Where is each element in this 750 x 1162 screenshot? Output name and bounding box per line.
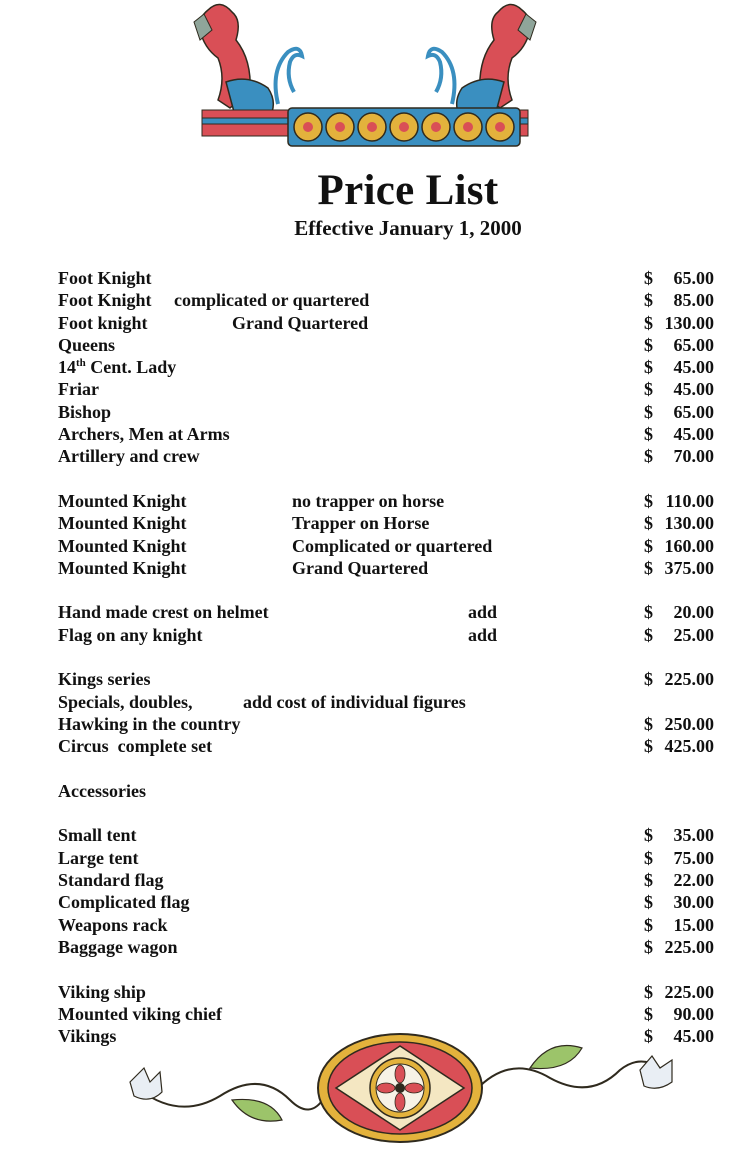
section-gap	[58, 958, 714, 980]
list-item: Mounted Knight no trapper on horse $ 110.00	[58, 490, 714, 511]
list-item: Hand made crest on helmet add $ 20.00	[58, 602, 714, 623]
item-note: add	[468, 624, 498, 645]
list-item: Vikings $ 45.00	[58, 1026, 714, 1047]
list-item: Mounted viking chief $ 90.00	[58, 1003, 714, 1024]
item-option: add cost of individual figures	[243, 691, 466, 712]
list-item: Mounted Knight Grand Quartered $ 375.00	[58, 557, 714, 578]
section-heading	[58, 780, 714, 802]
rosette-vine-icon	[120, 1030, 680, 1150]
item-name: Hawking in the country	[58, 713, 241, 734]
list-item: Mounted Knight Trapper on Horse $ 130.00	[58, 513, 714, 534]
item-option: Complicated or quartered	[292, 535, 493, 556]
list-item: Friar $ 45.00	[58, 379, 714, 400]
list-item	[58, 691, 714, 713]
section-gap	[58, 468, 714, 490]
item-name: Mounted Knight	[58, 490, 187, 511]
price-list	[58, 267, 714, 1047]
list-item: Artillery and crew $ 70.00	[58, 446, 714, 467]
list-item: Bishop $ 65.00	[58, 401, 714, 422]
left-tulip-icon	[130, 1068, 162, 1099]
item-name: Hand made crest on helmet	[58, 602, 269, 623]
item-name: Kings series	[58, 669, 151, 690]
list-item: Viking ship $ 225.00	[58, 981, 714, 1002]
item-name: Mounted Knight	[58, 535, 187, 556]
section-gap	[58, 646, 714, 668]
item-name: Weapons rack	[58, 914, 168, 935]
right-leaf-icon	[530, 1046, 582, 1069]
item-option: no trapper on horse	[292, 490, 445, 511]
item-name: Queens	[58, 334, 116, 355]
griffins-banner-icon	[190, 0, 540, 150]
section-gap	[58, 579, 714, 601]
page-title: Price List	[317, 167, 499, 214]
list-item: Kings series $ 225.00	[58, 669, 714, 690]
list-item: 14th Cent. Lady $ 45.00	[58, 357, 714, 378]
list-item: Complicated flag $ 30.00	[58, 892, 714, 913]
item-name: Vikings	[58, 1026, 117, 1047]
list-item: Foot knight Grand Quartered $ 130.00	[58, 312, 714, 333]
item-name: Viking ship	[58, 981, 146, 1002]
item-option: Grand Quartered	[232, 312, 369, 333]
item-name: Large tent	[58, 847, 139, 868]
item-name: Mounted Knight	[58, 513, 187, 534]
left-griffin-icon	[194, 4, 302, 112]
left-leaf-icon	[232, 1099, 282, 1121]
list-item: Archers, Men at Arms $ 45.00	[58, 424, 714, 445]
center-rosette-icon	[318, 1034, 482, 1142]
list-item: Standard flag $ 22.00	[58, 870, 714, 891]
item-name: Flag on any knight	[58, 624, 203, 645]
item-name: Mounted Knight	[58, 557, 187, 578]
item-name: Complicated flag	[58, 892, 190, 913]
list-item: Flag on any knight add $ 25.00	[58, 624, 714, 645]
item-name: Standard flag	[58, 870, 164, 891]
item-name: Circus complete set	[58, 736, 213, 757]
item-name: Foot Knight	[58, 290, 152, 311]
list-item: Foot Knight complicated or quartered $ 85.00	[58, 290, 714, 311]
item-name: Baggage wagon	[58, 936, 178, 957]
item-option: Trapper on Horse	[292, 513, 430, 534]
section-gap	[58, 802, 714, 824]
item-name: Friar	[58, 379, 99, 400]
section-gap	[58, 758, 714, 780]
item-name: Mounted viking chief	[58, 1003, 223, 1024]
right-griffin-icon	[428, 4, 536, 112]
list-item: Foot Knight $ 65.00	[58, 268, 714, 288]
list-item: Queens $ 65.00	[58, 334, 714, 355]
list-item: Weapons rack $ 15.00	[58, 914, 714, 935]
item-name: Artillery and crew	[58, 446, 200, 467]
list-item: Mounted Knight Complicated or quartered $ 160.00	[58, 535, 714, 556]
item-name: Archers, Men at Arms	[58, 424, 230, 445]
item-name: Bishop	[58, 401, 112, 422]
list-item: Baggage wagon $ 225.00	[58, 936, 714, 957]
list-item: Small tent $ 35.00	[58, 825, 714, 846]
currency-symbol: $	[644, 268, 653, 288]
item-option: Grand Quartered	[292, 557, 429, 578]
item-name: Specials, doubles,	[58, 691, 193, 712]
item-option: complicated or quartered	[174, 290, 370, 311]
list-item: Large tent $ 75.00	[58, 847, 714, 868]
effective-date: Effective January 1, 2000	[294, 216, 522, 240]
item-note: add	[468, 602, 498, 623]
item-name: Foot knight	[58, 312, 148, 333]
list-item: Hawking in the country $ 250.00	[58, 713, 714, 734]
item-name: 14th Cent. Lady	[58, 357, 177, 378]
item-name: Small tent	[58, 825, 137, 846]
item-name: Foot Knight	[58, 268, 152, 288]
list-item: Circus complete set $ 425.00	[58, 736, 714, 757]
accessories-heading: Accessories	[58, 780, 146, 801]
